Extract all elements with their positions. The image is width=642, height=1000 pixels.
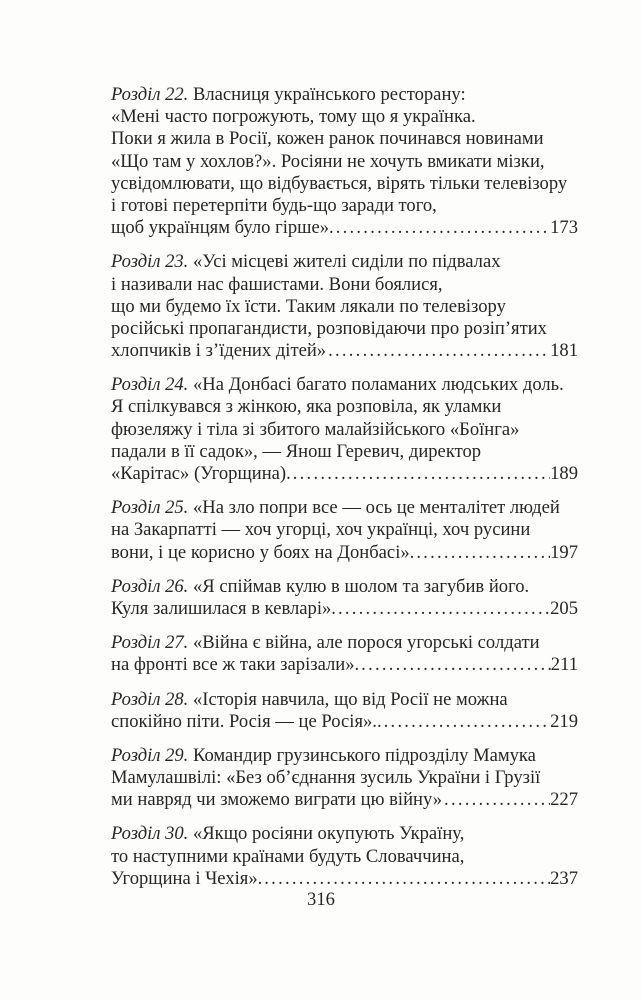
chapter-title-text: «Усі місцеві жителі сиділи по підвалах xyxy=(192,251,501,273)
chapter-title-text: то наступними країнами будуть Словаччина, xyxy=(111,845,465,867)
toc-entry-line xyxy=(111,789,578,811)
chapter-title-text: і готові перетерпіти будь-що заради того, xyxy=(111,194,437,216)
chapter-title-text: «Карітас» (Угорщина). xyxy=(111,463,291,484)
chapter-title-text: і називали нас фашистами. Вони боялися, xyxy=(111,273,443,295)
toc-entry-line xyxy=(111,151,578,173)
dot-leader xyxy=(359,654,551,676)
chapter-title-text: падали в її садок», — Янош Геревич, директор xyxy=(111,440,482,462)
dot-leader xyxy=(334,217,550,239)
dot-leader xyxy=(326,340,550,362)
chapter-title-text: на Закарпатті — хоч угорці, хоч українці, хоч русини xyxy=(111,519,531,541)
chapter-label: Розділ 23. xyxy=(111,251,189,273)
dot-leader xyxy=(414,542,550,564)
toc-entry-line xyxy=(111,711,578,733)
chapter-page-number: 189 xyxy=(550,463,578,484)
chapter-label: Розділ 29. xyxy=(111,744,189,766)
toc-entry-line xyxy=(111,868,578,890)
toc-entry-line xyxy=(111,463,578,485)
toc-entry-line xyxy=(111,576,578,598)
toc-entry xyxy=(111,823,578,890)
toc-entry-line xyxy=(111,823,578,845)
chapter-title-text: усвідомлювати, що відбувається, вірять тільки телевізору xyxy=(111,172,568,194)
chapter-title-text: що ми будемо їх їсти. Таким лякали по телевізору xyxy=(111,295,506,317)
toc-entry-line xyxy=(111,318,578,340)
chapter-label: Розділ 27. xyxy=(111,632,189,654)
chapter-label: Розділ 28. xyxy=(111,688,189,710)
toc-entry-line xyxy=(111,598,578,620)
toc-entry-line xyxy=(111,654,578,676)
toc-entry-line xyxy=(111,632,578,654)
chapter-title-text: «Я спіймав кулю в шолом та загубив його. xyxy=(192,575,530,597)
toc-entry-line xyxy=(111,542,578,564)
toc-entry-line xyxy=(111,296,578,318)
chapter-label: Розділ 30. xyxy=(111,823,189,845)
toc-entry xyxy=(111,84,578,239)
chapter-page-number: 219 xyxy=(550,710,578,732)
toc-entry xyxy=(111,576,578,620)
chapter-page-number: 173 xyxy=(550,217,578,239)
toc-entry xyxy=(111,374,578,485)
toc-entry xyxy=(111,745,578,812)
chapter-title-text: «Якщо росіяни окупують Україну, xyxy=(192,823,465,845)
chapter-title-text: хлопчиків і з’їдених дітей» xyxy=(111,340,327,362)
chapter-title-text: «На Донбасі багато поламаних людських доль. xyxy=(192,374,564,396)
toc-entry-line xyxy=(111,441,578,463)
dot-leader xyxy=(442,789,550,811)
chapter-title-text: вони, і це корисно у боях на Донбасі». xyxy=(111,541,415,563)
chapter-title-text: Угорщина і Чехія». xyxy=(111,867,263,889)
chapter-title-text: російські пропагандисти, розповідаючи про розіп’ятих xyxy=(111,317,547,339)
toc-entry-line xyxy=(111,173,578,195)
toc-entry-line xyxy=(111,84,578,106)
toc-entry xyxy=(111,251,578,362)
toc-entry-line xyxy=(111,745,578,767)
chapter-page-number: 197 xyxy=(550,541,578,563)
chapter-title-text: Командир грузинського підрозділу Мамука xyxy=(192,744,536,766)
toc-entry-line xyxy=(111,396,578,418)
chapter-title-text: «Війна є війна, але порося угорські солдати xyxy=(192,632,540,654)
chapter-page-number: 205 xyxy=(550,597,578,619)
toc-entry-line xyxy=(111,128,578,150)
chapter-title-text: Поки я жила в Росії, кожен ранок починався новинами xyxy=(111,128,544,150)
chapter-title-text: фюзеляжу і тіла зі збитого малайзійського «Боїнга» xyxy=(111,418,520,440)
dot-leader xyxy=(382,711,551,733)
chapter-label: Розділ 25. xyxy=(111,497,189,519)
chapter-title-text: ми навряд чи зможемо виграти цю війну» xyxy=(111,789,443,811)
toc-entry-line xyxy=(111,106,578,128)
toc-entry-line xyxy=(111,419,578,441)
chapter-title-text: «Історія навчила, що від Росії не можна xyxy=(192,688,508,710)
table-of-contents xyxy=(111,84,578,902)
chapter-page-number: 211 xyxy=(550,654,578,676)
toc-entry-line xyxy=(111,195,578,217)
chapter-page-number: 181 xyxy=(550,340,578,362)
chapter-title-text: «На зло попри все — ось це менталітет людей xyxy=(192,497,560,519)
toc-entry-line xyxy=(111,251,578,273)
toc-entry-line xyxy=(111,846,578,868)
toc-entry-line xyxy=(111,689,578,711)
dot-leader xyxy=(336,598,550,620)
toc-entry-line xyxy=(111,374,578,396)
chapter-title-text: Власниця українського ресторану: xyxy=(192,84,466,105)
chapter-label: Розділ 26. xyxy=(111,575,189,597)
chapter-label: Розділ 24. xyxy=(111,374,189,396)
chapter-title-text: на фронті все ж таки зарізали». xyxy=(111,654,360,676)
toc-entry-line xyxy=(111,497,578,519)
chapter-label: Розділ 22. xyxy=(111,84,189,105)
toc-entry-line xyxy=(111,340,578,362)
toc-entry-line xyxy=(111,217,578,239)
chapter-title-text: спокійно піти. Росія — це Росія».. xyxy=(111,710,382,732)
chapter-title-text: Мамулашвілі: «Без об’єднання зусиль України і Грузії xyxy=(111,767,541,789)
toc-entry xyxy=(111,632,578,676)
toc-entry xyxy=(111,689,578,733)
chapter-page-number: 227 xyxy=(550,789,578,811)
dot-leader xyxy=(291,463,550,485)
page-number: 316 xyxy=(307,889,335,910)
toc-entry-line xyxy=(111,519,578,541)
chapter-title-text: «Що там у хохлов?». Росіяни не хочуть вмикати мізки, xyxy=(111,150,545,172)
chapter-title-text: Я спілкувався з жінкою, яка розповіла, як уламки xyxy=(111,396,502,418)
chapter-title-text: Куля залишилася в кевларі». xyxy=(111,597,336,619)
chapter-title-text: щоб українцям було гірше». xyxy=(111,217,334,239)
chapter-page-number: 237 xyxy=(550,867,578,889)
toc-entry-line xyxy=(111,274,578,296)
chapter-title-text: «Мені часто погрожують, тому що я українка. xyxy=(111,106,476,128)
dot-leader xyxy=(262,868,550,890)
toc-entry-line xyxy=(111,767,578,789)
toc-entry xyxy=(111,497,578,564)
